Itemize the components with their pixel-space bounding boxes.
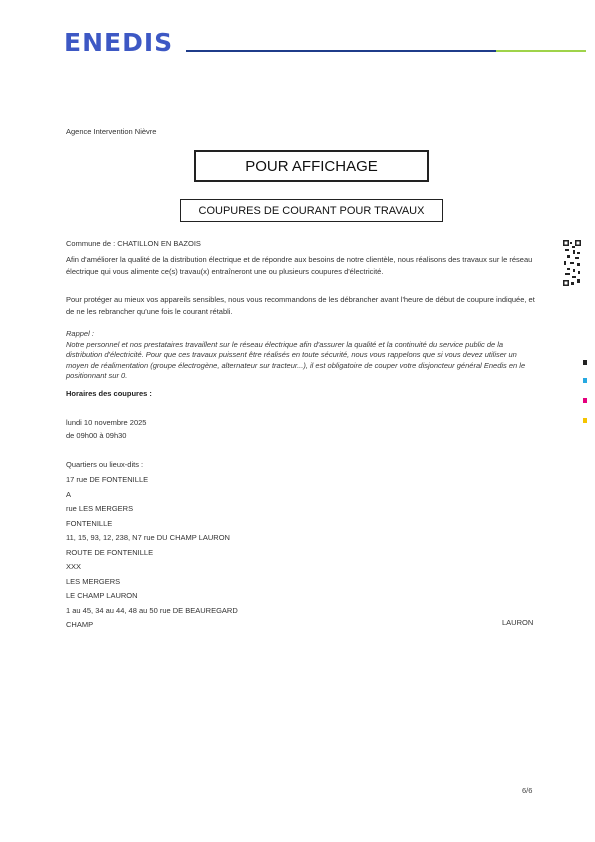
intro-paragraph: Afin d'améliorer la qualité de la distribution électrique et de répondre aux besoins de notre clientèle, nous réalisons des travaux sur le réseau électrique qui vous alimente ce(s) travau(x) entraîneront une ou plusieurs coupures d'électricité. xyxy=(66,255,533,276)
quartier-continuation: LAURON xyxy=(502,618,534,627)
list-item: FONTENILLE xyxy=(66,518,113,528)
outage-date: lundi 10 novembre 2025 xyxy=(66,418,147,427)
title-sub: COUPURES DE COURANT POUR TRAVAUX xyxy=(198,204,425,217)
enedis-logo: ENEDIS xyxy=(64,28,174,57)
title-main: POUR AFFICHAGE xyxy=(245,157,378,175)
print-mark-magenta xyxy=(583,398,587,403)
title-sub-box xyxy=(180,199,443,222)
quartiers-title: Quartiers ou lieux-dits : xyxy=(66,460,144,469)
page-number: 6/6 xyxy=(522,786,533,795)
outage-time: de 09h00 à 09h30 xyxy=(66,431,127,440)
print-mark-yellow xyxy=(583,418,587,423)
list-item: LE CHAMP LAURON xyxy=(66,591,138,600)
horaires-title: Horaires des coupures : xyxy=(66,389,152,398)
list-item: 17 rue DE FONTENILLE xyxy=(66,475,149,484)
list-item: CHAMP xyxy=(66,620,94,629)
qr-code-icon xyxy=(563,240,581,286)
print-mark-black xyxy=(583,360,587,365)
list-item: 1 au 45, 34 au 44, 48 au 50 rue DE BEAUREGARD xyxy=(66,605,238,615)
list-item: XXX xyxy=(66,562,82,571)
agency-name: Agence Intervention Nièvre xyxy=(66,127,157,136)
list-item: 11, 15, 93, 12, 238, N7 rue DU CHAMP LAURON xyxy=(66,533,230,542)
reminder-title: Rappel : xyxy=(66,329,94,338)
commune: Commune de : CHATILLON EN BAZOIS xyxy=(66,239,201,248)
reminder-text: Notre personnel et nos prestataires travaillent sur le réseau électrique afin d'assurer la qualité et la continuité du service public de la distribution d'électricité. Pour que ces travaux puissent être réalisés en toute sécurité, nous vous rappelons que si vous devez utiliser un moyen de réalimentation (groupe électrogène, alternateur sur tracteur...), il est obligatoire de couper votre disjoncteur général Enedis en le positionnant sur 0. xyxy=(66,339,526,380)
title-main-box xyxy=(194,150,429,182)
print-mark-cyan xyxy=(583,378,587,383)
list-item: LES MERGERS xyxy=(66,576,121,586)
list-item: rue LES MERGERS xyxy=(66,504,134,513)
quartiers-list xyxy=(66,473,238,633)
protect-paragraph: Pour protéger au mieux vos appareils sensibles, nous vous recommandons de les débrancher avant l'heure de début de coupure indiquée, et de ne les rebrancher qu'une fois le courant rétabli. xyxy=(66,295,535,316)
reminder-block xyxy=(66,329,538,382)
header-rule xyxy=(186,50,586,52)
list-item: ROUTE DE FONTENILLE xyxy=(66,547,154,557)
list-item: A xyxy=(66,489,72,499)
